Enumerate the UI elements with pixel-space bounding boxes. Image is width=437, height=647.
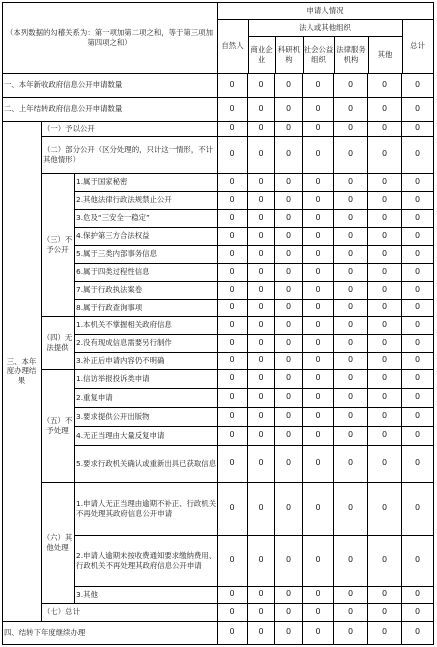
value-cell: 0 <box>248 388 275 408</box>
value-cell: 0 <box>402 136 434 174</box>
value-cell: 0 <box>275 173 303 192</box>
value-cell: 0 <box>368 191 402 210</box>
value-cell: 0 <box>217 603 248 622</box>
value-cell: 0 <box>217 586 248 604</box>
value-cell: 0 <box>217 97 248 122</box>
header-natural-person: 自然人 <box>217 19 249 74</box>
header-research: 科研机构 <box>275 36 304 74</box>
value-cell: 0 <box>275 426 303 446</box>
value-cell: 0 <box>275 316 303 335</box>
group-unable-provide: （四）无法提供 <box>41 316 75 370</box>
unable-provide-item: 1.本机关不掌握相关政府信息 <box>74 316 218 335</box>
value-cell: 0 <box>402 191 434 210</box>
value-cell: 0 <box>368 136 402 174</box>
value-cell: 0 <box>368 482 402 536</box>
value-cell: 0 <box>217 426 248 446</box>
group-other-process: （六）其他处理 <box>41 482 75 604</box>
value-cell: 0 <box>217 407 248 427</box>
value-cell: 0 <box>303 445 334 483</box>
value-cell: 0 <box>368 299 402 317</box>
value-cell: 0 <box>303 603 334 622</box>
header-note: （本列数据的勾稽关系为：第一项加第二项之和，等于第三项加第四项之和） <box>2 2 218 74</box>
value-cell: 0 <box>334 316 368 335</box>
value-cell: 0 <box>248 227 275 246</box>
value-cell: 0 <box>303 299 334 317</box>
value-cell: 0 <box>303 191 334 210</box>
header-commercial: 商业企业 <box>248 36 276 74</box>
value-cell: 0 <box>275 334 303 353</box>
value-cell: 0 <box>368 73 402 98</box>
not-process-item: 3.要求提供公开出版物 <box>74 407 218 427</box>
value-cell: 0 <box>334 121 368 137</box>
value-cell: 0 <box>303 407 334 427</box>
value-cell: 0 <box>303 263 334 282</box>
section-new-requests: 一、本年新收政府信息公开申请数量 <box>2 73 218 98</box>
value-cell: 0 <box>275 227 303 246</box>
value-cell: 0 <box>248 281 275 300</box>
value-cell: 0 <box>334 535 368 587</box>
value-cell: 0 <box>248 535 275 587</box>
other-process-item: 2.申请人逾期未按收费通知要求缴纳费用、行政机关不再处理其政府信息公开申请 <box>74 535 218 587</box>
value-cell: 0 <box>334 281 368 300</box>
not-open-item: 6.属于四类过程性信息 <box>74 263 218 282</box>
header-legal-group: 法人或其他组织 <box>248 19 403 37</box>
value-cell: 0 <box>217 445 248 483</box>
value-cell: 0 <box>402 426 434 446</box>
value-cell: 0 <box>217 263 248 282</box>
value-cell: 0 <box>275 586 303 604</box>
value-cell: 0 <box>303 209 334 228</box>
value-cell: 0 <box>275 482 303 536</box>
group-not-open: （三）不予公开 <box>41 173 75 317</box>
value-cell: 0 <box>303 482 334 536</box>
value-cell: 0 <box>248 407 275 427</box>
not-open-item: 5.属于三类内部事务信息 <box>74 245 218 264</box>
value-cell: 0 <box>334 334 368 353</box>
value-cell: 0 <box>217 299 248 317</box>
value-cell: 0 <box>402 263 434 282</box>
value-cell: 0 <box>217 535 248 587</box>
value-cell: 0 <box>303 586 334 604</box>
value-cell: 0 <box>334 136 368 174</box>
value-cell: 0 <box>402 281 434 300</box>
value-cell: 0 <box>217 281 248 300</box>
value-cell: 0 <box>217 621 248 645</box>
value-cell: 0 <box>303 281 334 300</box>
value-cell: 0 <box>275 603 303 622</box>
not-process-item: 5.要求行政机关确认或重新出具已获取信息 <box>74 445 218 483</box>
value-cell: 0 <box>248 586 275 604</box>
value-cell: 0 <box>248 334 275 353</box>
value-cell: 0 <box>368 263 402 282</box>
value-cell: 0 <box>275 369 303 389</box>
value-cell: 0 <box>275 407 303 427</box>
value-cell: 0 <box>368 445 402 483</box>
value-cell: 0 <box>248 603 275 622</box>
value-cell: 0 <box>402 97 434 122</box>
unable-provide-item: 3.补正后申请内容仍不明确 <box>74 352 218 370</box>
value-cell: 0 <box>368 209 402 228</box>
value-cell: 0 <box>248 369 275 389</box>
value-cell: 0 <box>334 352 368 370</box>
value-cell: 0 <box>217 369 248 389</box>
value-cell: 0 <box>275 352 303 370</box>
value-cell: 0 <box>368 369 402 389</box>
value-cell: 0 <box>248 263 275 282</box>
value-cell: 0 <box>402 603 434 622</box>
value-cell: 0 <box>303 227 334 246</box>
not-process-item: 4.无正当理由大量反复申请 <box>74 426 218 446</box>
header-social: 社会公益组织 <box>303 36 335 74</box>
value-cell: 0 <box>217 334 248 353</box>
value-cell: 0 <box>275 299 303 317</box>
value-cell: 0 <box>303 97 334 122</box>
value-cell: 0 <box>368 97 402 122</box>
value-cell: 0 <box>248 426 275 446</box>
value-cell: 0 <box>275 535 303 587</box>
unable-provide-item: 2.没有现成信息需要另行制作 <box>74 334 218 353</box>
value-cell: 0 <box>402 316 434 335</box>
value-cell: 0 <box>217 352 248 370</box>
value-cell: 0 <box>275 245 303 264</box>
value-cell: 0 <box>303 535 334 587</box>
header-applicant: 申请人情况 <box>217 2 434 20</box>
value-cell: 0 <box>275 445 303 483</box>
value-cell: 0 <box>303 121 334 137</box>
section-carried-requests: 二、上年结转政府信息公开申请数量 <box>2 97 218 122</box>
value-cell: 0 <box>275 73 303 98</box>
value-cell: 0 <box>334 407 368 427</box>
section-results: 三、本年度办理结果 <box>2 121 42 622</box>
value-cell: 0 <box>334 191 368 210</box>
value-cell: 0 <box>303 621 334 645</box>
value-cell: 0 <box>368 334 402 353</box>
value-cell: 0 <box>402 482 434 536</box>
value-cell: 0 <box>368 407 402 427</box>
value-cell: 0 <box>334 245 368 264</box>
value-cell: 0 <box>368 121 402 137</box>
value-cell: 0 <box>402 621 434 645</box>
value-cell: 0 <box>334 227 368 246</box>
value-cell: 0 <box>303 173 334 192</box>
value-cell: 0 <box>217 121 248 137</box>
value-cell: 0 <box>368 227 402 246</box>
not-open-item: 4.保护第三方合法权益 <box>74 227 218 246</box>
value-cell: 0 <box>368 426 402 446</box>
value-cell: 0 <box>368 388 402 408</box>
value-cell: 0 <box>248 245 275 264</box>
value-cell: 0 <box>217 73 248 98</box>
not-open-item: 2.其他法律行政法规禁止公开 <box>74 191 218 210</box>
value-cell: 0 <box>368 173 402 192</box>
value-cell: 0 <box>217 482 248 536</box>
value-cell: 0 <box>402 73 434 98</box>
value-cell: 0 <box>217 173 248 192</box>
value-cell: 0 <box>368 586 402 604</box>
value-cell: 0 <box>275 209 303 228</box>
value-cell: 0 <box>402 352 434 370</box>
value-cell: 0 <box>402 121 434 137</box>
value-cell: 0 <box>303 334 334 353</box>
value-cell: 0 <box>217 388 248 408</box>
value-cell: 0 <box>275 121 303 137</box>
value-cell: 0 <box>248 136 275 174</box>
value-cell: 0 <box>402 227 434 246</box>
value-cell: 0 <box>248 173 275 192</box>
header-legal-service: 法律服务机构 <box>334 36 369 74</box>
not-open-item: 8.属于行政查询事项 <box>74 299 218 317</box>
not-open-item: 7.属于行政执法案卷 <box>74 281 218 300</box>
value-cell: 0 <box>303 388 334 408</box>
value-cell: 0 <box>275 621 303 645</box>
other-process-item: 1.申请人无正当理由逾期不补正、行政机关不再处理其政府信息公开申请 <box>74 482 218 536</box>
value-cell: 0 <box>248 621 275 645</box>
value-cell: 0 <box>368 281 402 300</box>
value-cell: 0 <box>334 173 368 192</box>
group-open: （一）予以公开 <box>41 121 218 137</box>
value-cell: 0 <box>248 445 275 483</box>
not-open-item: 3.危及“三安全一稳定” <box>74 209 218 228</box>
value-cell: 0 <box>217 191 248 210</box>
value-cell: 0 <box>217 245 248 264</box>
value-cell: 0 <box>402 299 434 317</box>
value-cell: 0 <box>248 97 275 122</box>
value-cell: 0 <box>402 334 434 353</box>
not-open-item: 1.属于国家秘密 <box>74 173 218 192</box>
value-cell: 0 <box>334 369 368 389</box>
value-cell: 0 <box>217 227 248 246</box>
value-cell: 0 <box>334 482 368 536</box>
group-total: （七）总计 <box>41 603 218 622</box>
value-cell: 0 <box>334 73 368 98</box>
value-cell: 0 <box>275 388 303 408</box>
value-cell: 0 <box>248 352 275 370</box>
group-not-process: （五）不予处理 <box>41 369 75 483</box>
value-cell: 0 <box>402 209 434 228</box>
value-cell: 0 <box>334 445 368 483</box>
section-carry-next-year: 四、结转下年度继续办理 <box>2 621 218 645</box>
value-cell: 0 <box>248 482 275 536</box>
value-cell: 0 <box>303 136 334 174</box>
value-cell: 0 <box>334 97 368 122</box>
value-cell: 0 <box>303 369 334 389</box>
value-cell: 0 <box>303 426 334 446</box>
not-process-item: 2.重复申请 <box>74 388 218 408</box>
value-cell: 0 <box>334 586 368 604</box>
value-cell: 0 <box>368 245 402 264</box>
value-cell: 0 <box>368 621 402 645</box>
value-cell: 0 <box>334 263 368 282</box>
value-cell: 0 <box>402 245 434 264</box>
value-cell: 0 <box>248 121 275 137</box>
value-cell: 0 <box>248 316 275 335</box>
value-cell: 0 <box>275 136 303 174</box>
value-cell: 0 <box>248 299 275 317</box>
value-cell: 0 <box>275 263 303 282</box>
value-cell: 0 <box>248 209 275 228</box>
value-cell: 0 <box>368 535 402 587</box>
value-cell: 0 <box>217 316 248 335</box>
value-cell: 0 <box>402 173 434 192</box>
value-cell: 0 <box>368 352 402 370</box>
value-cell: 0 <box>402 388 434 408</box>
value-cell: 0 <box>303 316 334 335</box>
value-cell: 0 <box>217 209 248 228</box>
not-process-item: 1.信访举报投诉类申请 <box>74 369 218 389</box>
group-partial-open: （二）部分公开（区分处理的，只计这一情形，不计其他情形） <box>41 136 218 174</box>
other-process-item: 3.其他 <box>74 586 218 604</box>
value-cell: 0 <box>248 73 275 98</box>
value-cell: 0 <box>368 603 402 622</box>
value-cell: 0 <box>248 191 275 210</box>
value-cell: 0 <box>402 407 434 427</box>
value-cell: 0 <box>303 245 334 264</box>
value-cell: 0 <box>334 209 368 228</box>
value-cell: 0 <box>275 97 303 122</box>
value-cell: 0 <box>303 73 334 98</box>
value-cell: 0 <box>368 316 402 335</box>
value-cell: 0 <box>402 369 434 389</box>
value-cell: 0 <box>334 299 368 317</box>
value-cell: 0 <box>402 445 434 483</box>
value-cell: 0 <box>402 586 434 604</box>
value-cell: 0 <box>303 352 334 370</box>
header-other: 其他 <box>368 36 403 74</box>
header-total: 总计 <box>402 19 434 74</box>
value-cell: 0 <box>275 281 303 300</box>
value-cell: 0 <box>275 191 303 210</box>
value-cell: 0 <box>334 603 368 622</box>
value-cell: 0 <box>334 621 368 645</box>
value-cell: 0 <box>334 388 368 408</box>
value-cell: 0 <box>217 136 248 174</box>
value-cell: 0 <box>402 535 434 587</box>
value-cell: 0 <box>334 426 368 446</box>
